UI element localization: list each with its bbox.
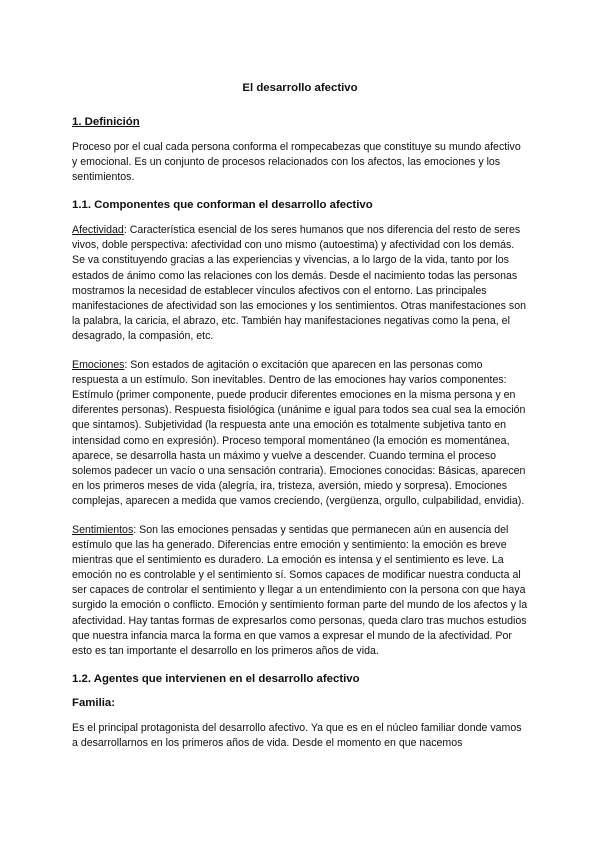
familia-paragraph: Es el principal protagonista del desarrollo afectivo. Ya que es en el núcleo familiar donde vamos a desarrollarnos en los primeros años de vida. Desde el momento en que nacemos <box>72 721 522 749</box>
sentimientos-term: Sentimientos <box>72 523 134 536</box>
familia-heading: Familia: <box>72 696 116 709</box>
document-title: El desarrollo afectivo <box>242 82 358 94</box>
section-heading-agentes: 1.2. Agentes que intervienen en el desarrollo afectivo <box>72 672 360 685</box>
afectividad-term: Afectividad <box>72 224 124 237</box>
section-heading-componentes: 1.1. Componentes que conforman el desarrollo afectivo <box>72 199 373 212</box>
definicion-paragraph: Proceso por el cual cada persona conforma el rompecabezas que constituye su mundo afectivo y emocional. Es un conjunto de procesos relacionados con los afectos, las emociones y los sentimientos. <box>72 141 521 184</box>
emociones-term: Emociones <box>72 359 125 372</box>
emociones-paragraph <box>72 358 528 509</box>
afectividad-paragraph <box>72 223 528 344</box>
emociones-text: : Son estados de agitación o excitación que aparecen en las personas como respuesta a un estímulo. Son inevitables. Dentro de las emociones hay varios componentes: Estímulo (primer componente, puede producir diferentes emociones en la misma persona y en diferentes personas). Respuesta fisiológica (unánime e igual para todos sea cual sea la emoción que sintamos). Subjetividad (la respuesta ante una emoción es totalmente subjetiva tanto en intensidad como en expresión). Proceso temporal momentáneo (la emoción es momentánea, aparece, se desarrolla hasta un máximo y vuelve a descender. Cuando termina el proceso solemos padecer un vacío o una sensación contraria). Emociones conocidas: Básicas, aparecen en los primeros meses de vida (alegría, ira, tristeza, aversión, miedo y sorpresa). Emociones complejas, aparecen a medida que vamos creciendo, (vergüenza, orgullo, culpabilidad, envidia). <box>72 359 526 507</box>
afectividad-text: : Característica esencial de los seres humanos que nos diferencia del resto de seres vivos, doble perspectiva: afectividad con uno mismo (autoestima) y afectividad con los demás. Se va constituyendo gracias a las experiencias y vivencias, a lo largo de la vida, tanto por los estados de ánimo como las relaciones con los demás. Desde el nacimiento todas las personas mostramos la necesidad de establecer vínculos afectivos con el entorno. Las principales manifestaciones de afectividad son las emociones y los sentimientos. Otras manifestaciones son la palabra, la caricia, el abrazo, etc. También hay manifestaciones negativas como la pena, el desagrado, la compasión, etc. <box>72 224 526 342</box>
sentimientos-text: : Son las emociones pensadas y sentidas que permanecen aún en ausencia del estímulo que las ha generado. Diferencias entre emoción y sentimiento: la emoción es breve mientras que el sentimiento es duradero. La emoción es intensa y el sentimiento es leve. La emoción no es controlable y el sentimiento sí. Somos capaces de modificar nuestra conducta al ser capaces de controlar el sentimiento y llegar a un entendimiento con la persona con que haya surgido la emoción o conflicto. Emoción y sentimiento forman parte del mundo de los afectos y la afectividad. Hay tantas formas de expresarlos como personas, queda claro tras muchos estudios que nuestra infancia marca la forma en que vamos a expresar el mundo de la afectividad. Por esto es tan importante el desarrollo en los primeros años de vida. <box>72 523 528 657</box>
section-heading-definicion: 1. Definición <box>72 116 140 128</box>
sentimientos-paragraph <box>72 523 528 659</box>
